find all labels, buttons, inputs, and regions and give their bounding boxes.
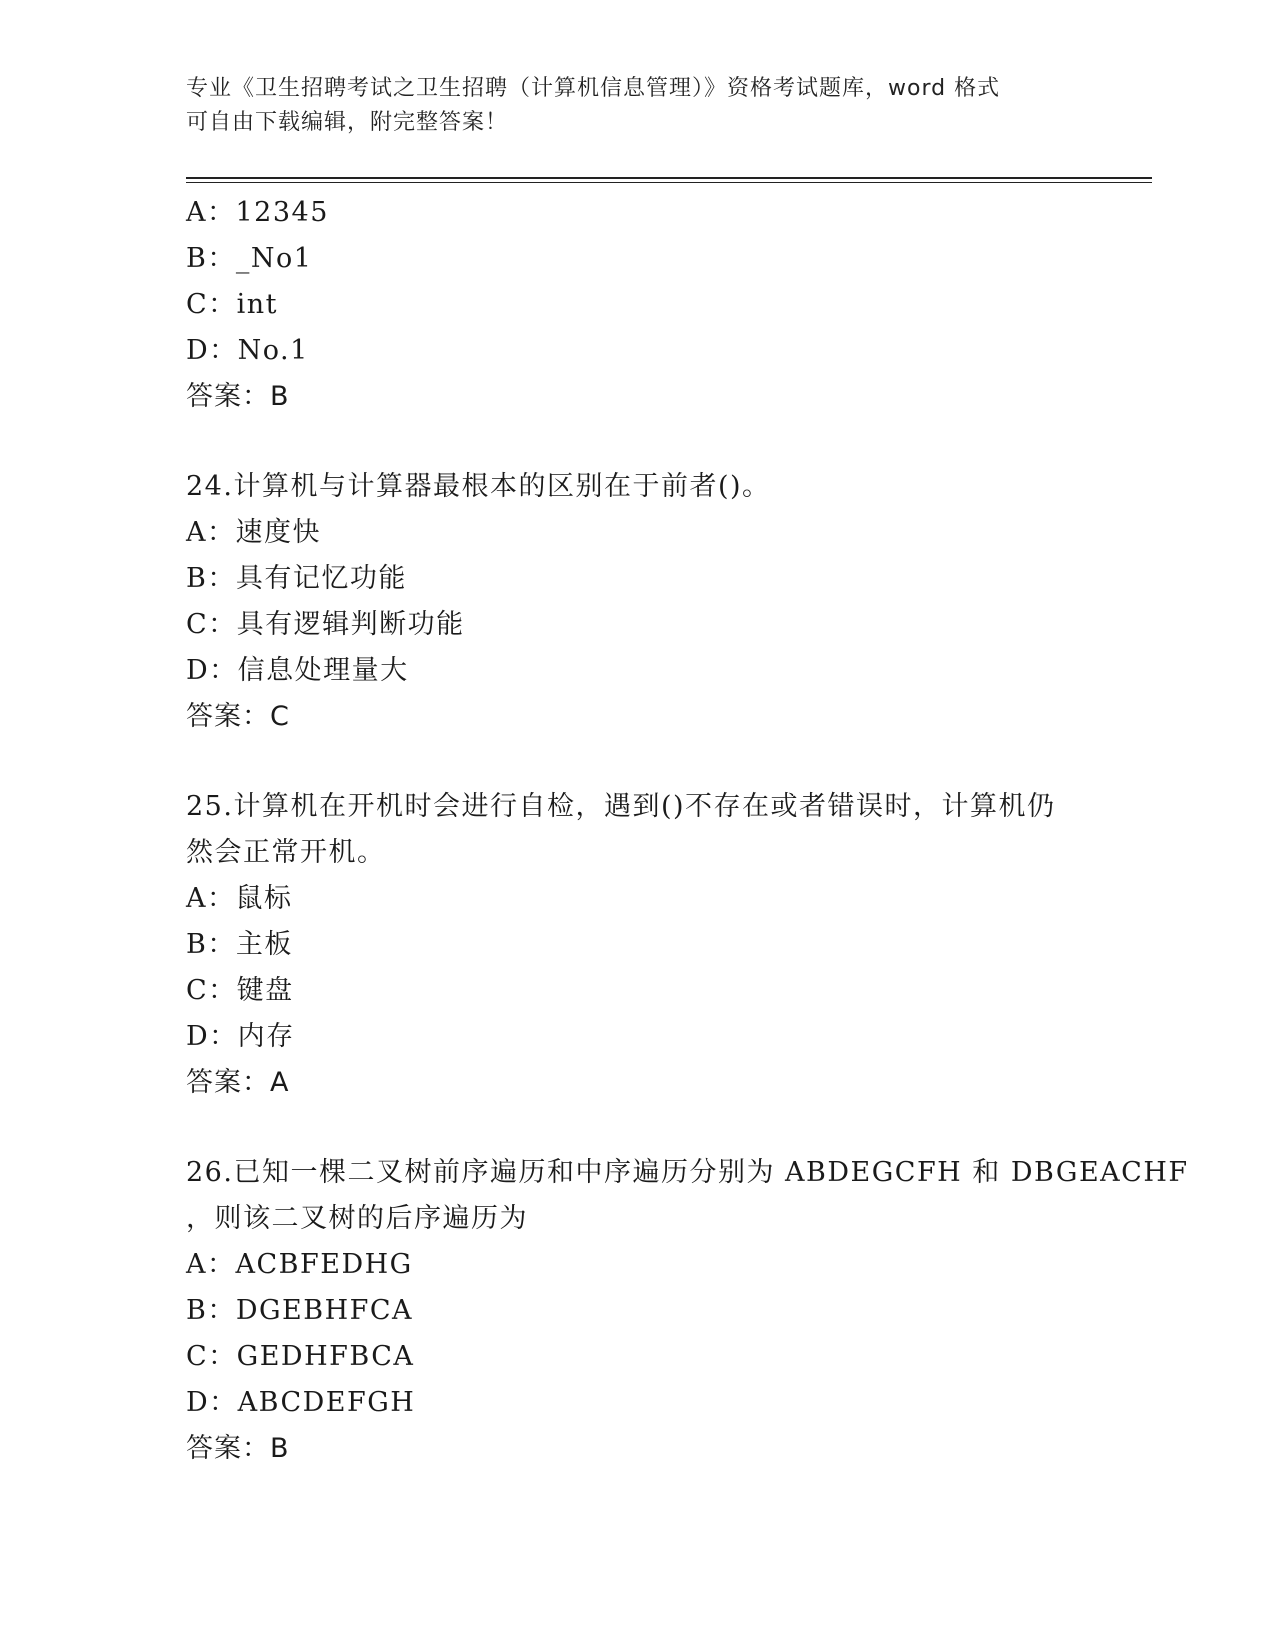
answer-line: 答案：C [186,701,290,732]
question-content [186,190,1189,1472]
option-b: B：具有记忆功能 [186,563,407,594]
option-c: C：GEDHFBCA [186,1341,415,1372]
option-c: C：int [186,289,279,320]
question-23 [186,190,1086,420]
question-26 [186,1150,1189,1472]
header-rule-thin [186,182,1152,183]
question-24 [186,464,1086,740]
option-a: A：速度快 [186,517,321,548]
option-a: A：ACBFEDHG [186,1249,413,1280]
question-25 [186,784,1086,1106]
option-a: A：鼠标 [186,883,293,914]
option-d: D：内存 [186,1021,295,1052]
option-c: C：键盘 [186,975,294,1006]
question-stem-line-1: 26.已知一棵二叉树前序遍历和中序遍历分别为 ABDEGCFH 和 DBGEACHF [186,1157,1189,1188]
header-line-1: 专业《卫生招聘考试之卫生招聘（计算机信息管理）》资格考试题库，word 格式 [186,76,1001,101]
answer-line: 答案：A [186,1067,290,1098]
option-d: D：信息处理量大 [186,655,409,686]
option-c: C：具有逻辑判断功能 [186,609,465,640]
question-stem-line-1: 25.计算机在开机时会进行自检，遇到()不存在或者错误时，计算机仍 [186,791,1056,822]
answer-line: 答案：B [186,381,290,412]
question-stem-line-2: ，则该二叉树的后序遍历为 [186,1203,528,1234]
document-header [186,72,1066,140]
option-b: B：DGEBHFCA [186,1295,414,1326]
option-b: B：_No1 [186,243,313,274]
header-rule-thick [186,177,1152,179]
answer-line: 答案：B [186,1433,290,1464]
question-stem-line-2: 然会正常开机。 [186,837,386,868]
question-stem: 24.计算机与计算器最根本的区别在于前者()。 [186,471,771,502]
option-b: B：主板 [186,929,293,960]
option-a: A：12345 [186,197,329,228]
option-d: D：No.1 [186,335,309,366]
header-line-2: 可自由下载编辑，附完整答案！ [186,110,509,135]
option-d: D：ABCDEFGH [186,1387,416,1418]
